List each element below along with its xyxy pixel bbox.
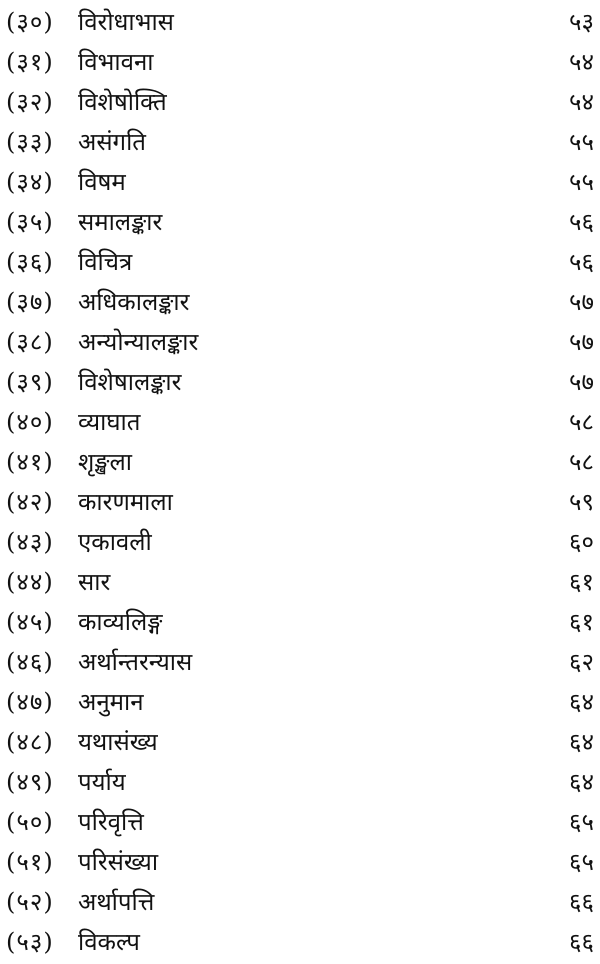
entry-page: ६५ [569,808,594,836]
entry-number: (३५) [6,208,54,236]
list-item [0,842,600,882]
entry-title: विचित्र [78,248,133,276]
entry-number: (४०) [6,408,54,436]
entry-title: परिसंख्या [78,848,159,876]
list-item [0,522,600,562]
entry-page: ६६ [569,888,594,916]
entry-number: (३८) [6,328,54,356]
entry-page: ५७ [569,328,594,356]
entry-title: विशेषोक्ति [78,88,167,116]
entry-title: यथासंख्य [78,728,158,756]
entry-page: ६४ [569,768,594,796]
list-item [0,42,600,82]
entry-number: (४६) [6,648,54,676]
entry-title: व्याघात [78,408,141,436]
entry-page: ५४ [569,48,594,76]
entry-title: काव्यलिङ्ग [78,608,163,636]
entry-number: (३०) [6,8,54,36]
entry-title: विभावना [78,48,154,76]
entry-page: ६६ [569,928,594,956]
entry-title: समालङ्कार [78,208,163,236]
list-item [0,922,600,962]
entry-page: ५६ [569,248,594,276]
list-item [0,882,600,922]
list-item [0,682,600,722]
entry-title: अन्योन्यालङ्कार [78,328,199,356]
entry-page: ५७ [569,288,594,316]
entry-page: ६२ [569,648,594,676]
entry-number: (५१) [6,848,54,876]
list-item [0,2,600,42]
entry-page: ५५ [569,168,594,196]
entry-number: (३२) [6,88,54,116]
entry-title: विशेषालङ्कार [78,368,182,396]
entry-number: (५२) [6,888,54,916]
list-item [0,122,600,162]
entry-page: ५९ [569,488,594,516]
list-item [0,562,600,602]
entry-number: (४८) [6,728,54,756]
list-item [0,282,600,322]
entry-title: सार [78,568,111,596]
entry-number: (५०) [6,808,54,836]
entry-page: ५८ [569,448,594,476]
entry-title: असंगति [78,128,146,156]
list-item [0,322,600,362]
list-item [0,242,600,282]
entry-number: (३१) [6,48,54,76]
list-item [0,802,600,842]
entry-page: ५४ [569,88,594,116]
entry-title: अर्थापत्ति [78,888,155,916]
entry-title: एकावली [78,528,152,556]
entry-page: ५३ [569,8,594,36]
entry-page: ६४ [569,728,594,756]
entry-number: (४२) [6,488,54,516]
entry-number: (४१) [6,448,54,476]
list-item [0,362,600,402]
table-of-contents [0,2,600,962]
list-item [0,602,600,642]
entry-title: कारणमाला [78,488,173,516]
entry-page: ५८ [569,408,594,436]
entry-number: (३३) [6,128,54,156]
entry-title: अनुमान [78,688,144,716]
list-item [0,482,600,522]
entry-title: विरोधाभास [78,8,174,36]
list-item [0,202,600,242]
entry-page: ५६ [569,208,594,236]
list-item [0,82,600,122]
entry-number: (४३) [6,528,54,556]
entry-title: पर्याय [78,768,126,796]
list-item [0,642,600,682]
list-item [0,762,600,802]
entry-page: ६४ [569,688,594,716]
entry-number: (४९) [6,768,54,796]
entry-number: (३४) [6,168,54,196]
list-item [0,442,600,482]
entry-number: (४५) [6,608,54,636]
entry-title: श‍ृङ्खला [78,448,132,476]
list-item [0,402,600,442]
list-item [0,722,600,762]
list-item [0,162,600,202]
entry-page: ६१ [569,608,594,636]
entry-title: अधिकालङ्कार [78,288,190,316]
entry-title: विषम [78,168,126,196]
entry-number: (५३) [6,928,54,956]
entry-number: (४७) [6,688,54,716]
entry-page: ६० [569,528,594,556]
entry-title: विकल्प [78,928,140,956]
entry-page: ५७ [569,368,594,396]
entry-number: (३९) [6,368,54,396]
entry-page: ५५ [569,128,594,156]
entry-title: अर्थान्तरन्यास [78,648,193,676]
entry-number: (३६) [6,248,54,276]
entry-number: (४४) [6,568,54,596]
entry-number: (३७) [6,288,54,316]
entry-page: ६५ [569,848,594,876]
entry-page: ६१ [569,568,594,596]
entry-title: परिवृत्ति [78,808,144,836]
